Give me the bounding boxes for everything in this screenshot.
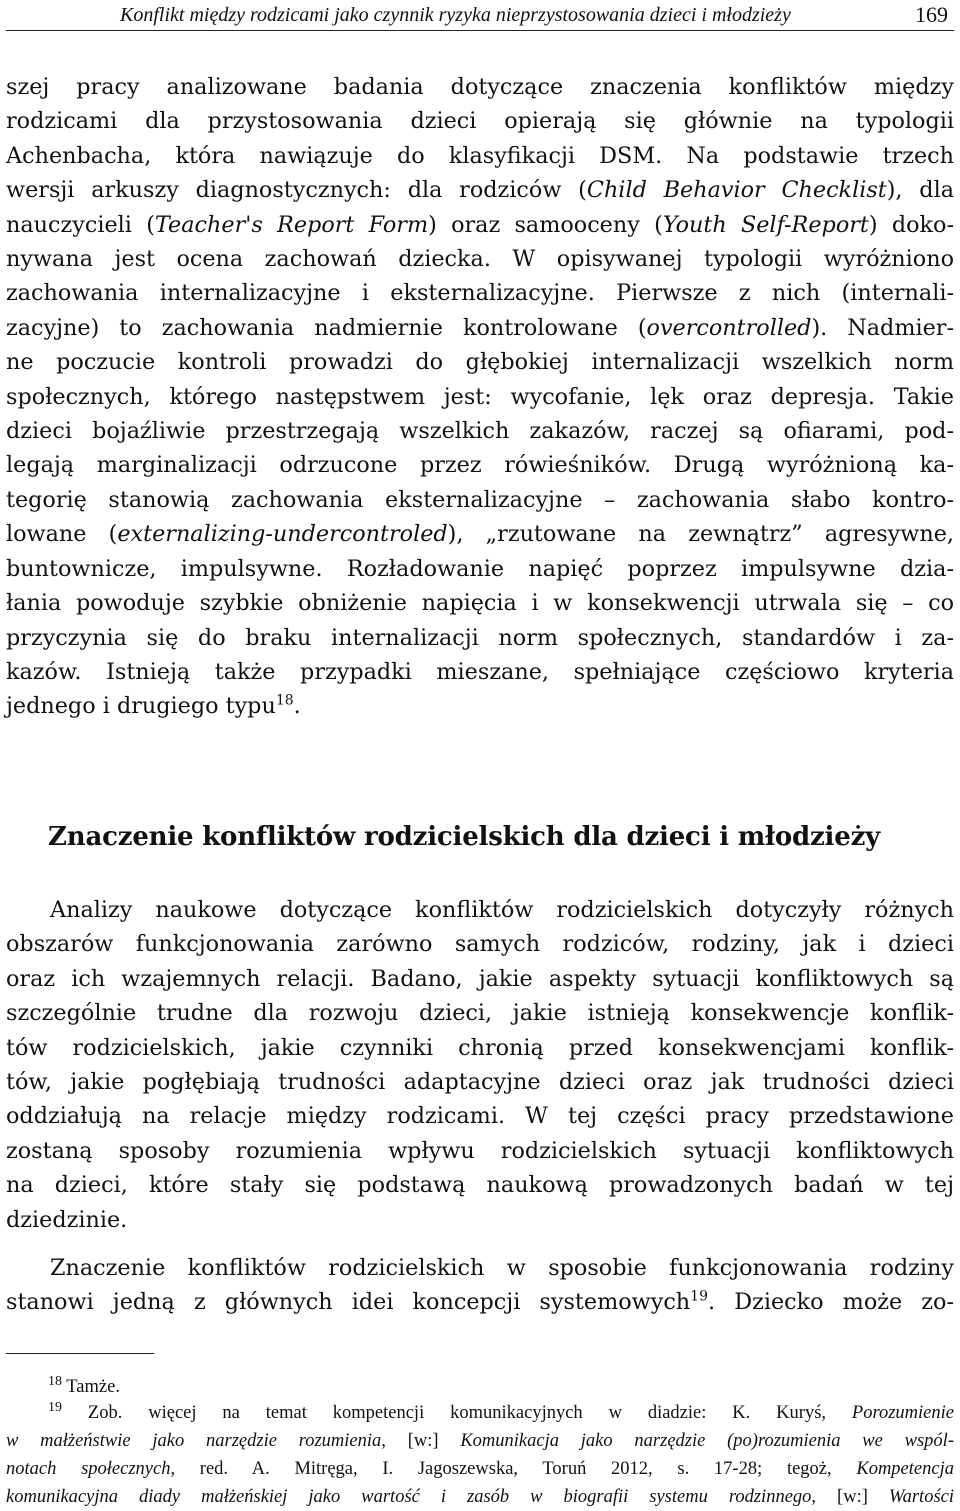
footnote-text: Tamże. xyxy=(66,1377,120,1397)
text-line: zachowania internalizacyjne i eksternalizacyjne. Pierwsze z nich (internali- xyxy=(6,280,954,307)
text-line: kazów. Istnieją także przypadki mieszane, spełniające częściowo kryteria xyxy=(6,658,954,685)
text-line xyxy=(6,1455,954,1483)
text-run: jednego i drugiego typu xyxy=(6,693,276,720)
footnote-19 xyxy=(6,1399,954,1511)
text-line: na dzieci, które stały się podstawą naukową prowadzonych badań w tej xyxy=(6,1172,954,1199)
italic-term: Porozumienie xyxy=(851,1403,954,1423)
italic-term: Komunikacja jako narzędzie (po)rozumienia we wspól- xyxy=(460,1431,954,1451)
text-line: nywana jest ocena zachowań dziecka. W opisywanej typologii wyróżniono xyxy=(6,246,954,273)
italic-term: Wartości xyxy=(888,1487,954,1507)
text-line: rodzicami dla przystosowania dzieci opierają się głównie na typologii xyxy=(6,108,954,135)
text-line: Znaczenie konfliktów rodzicielskich w sposobie funkcjonowania rodziny xyxy=(50,1255,954,1281)
text-run: wersji arkuszy diagnostycznych: dla rodziców ( xyxy=(6,177,587,204)
text-run: zacyjne) to zachowania nadmiernie kontrolowane ( xyxy=(6,314,647,341)
italic-term: Kompetencja xyxy=(856,1459,954,1479)
text-run: stanowi jedną z głównych idei koncepcji systemowych xyxy=(6,1289,691,1316)
footnote-ref-19[interactable]: 19 xyxy=(690,1288,708,1305)
italic-term: w małżeństwie jako narzędzie rozumienia, xyxy=(6,1431,386,1451)
text-line: łania powoduje szybkie obniżenie napięcia i w konsekwencji utrwala się – co xyxy=(6,590,954,617)
text-line: zostaną sposoby rozumienia wpływu rodzicielskich sytuacji konfliktowych xyxy=(6,1137,954,1164)
page-header xyxy=(6,2,954,31)
text-run: [w:] xyxy=(385,1431,461,1451)
text-line: dziedzinie. xyxy=(6,1206,128,1233)
text-run: ). Nadmier- xyxy=(811,314,954,341)
text-line xyxy=(6,1483,954,1511)
text-run: . xyxy=(293,693,301,720)
text-line: ne poczucie kontroli prowadzi do głębokiej internalizacji wszelkich norm xyxy=(6,349,954,376)
italic-term: overcontrolled xyxy=(646,314,812,341)
text-line: buntownicze, impulsywne. Rozładowanie napięć poprzez impulsywne dzia- xyxy=(6,555,954,582)
text-run: . Dziecko może zo- xyxy=(708,1289,954,1316)
text-line: tegorię stanowią zachowania eksternalizacyjne – zachowania słabo kontro- xyxy=(6,486,954,513)
text-line xyxy=(6,1373,954,1401)
text-line xyxy=(6,311,954,345)
text-run: ) doko- xyxy=(868,211,954,238)
section-title: Znaczenie konfliktów rodzicielskich dla dzieci i młodzieży xyxy=(48,822,881,852)
text-run: Zob. więcej na temat kompetencji komunikacyjnych w diadzie: K. Kuryś, xyxy=(87,1403,852,1423)
footnote-18 xyxy=(6,1373,954,1401)
text-run: lowane ( xyxy=(6,521,118,548)
text-line xyxy=(6,1399,954,1427)
page-number: 169 xyxy=(915,2,948,27)
text-run: ), „rzutowane na zewnątrz” agresywne, xyxy=(447,521,955,548)
text-line: szczególnie trudne dla rozwoju dzieci, jakie istnieją konsekwencje konflik- xyxy=(6,1000,954,1027)
text-line: Achenbacha, która nawiązuje do klasyfikacji DSM. Na podstawie trzech xyxy=(6,142,954,169)
text-line: szej pracy analizowane badania dotyczące znaczenia konfliktów między xyxy=(6,74,954,100)
text-line xyxy=(6,1285,954,1319)
text-line: tów rodzicielskich, jakie czynniki chronią przed konsekwencjami konflik- xyxy=(6,1034,954,1061)
text-line: oddziałują na relacje między rodzicami. W tej części pracy przedstawione xyxy=(6,1103,954,1130)
text-line: obszarów funkcjonowania zarówno samych rodziców, rodziny, jak i dzieci xyxy=(6,931,954,958)
italic-term: Youth Self-Report xyxy=(662,211,869,238)
footnote-number: 19 xyxy=(48,1399,62,1415)
text-line: legają marginalizacji odrzucone przez rówieśników. Drugą wyróżnioną ka- xyxy=(6,452,954,479)
text-line: tów, jakie pogłębiają trudności adaptacyjne dzieci oraz jak trudności dzieci xyxy=(6,1069,954,1096)
text-run: ) oraz samooceny ( xyxy=(428,211,663,238)
text-line xyxy=(6,1427,954,1455)
paragraph-typology xyxy=(6,70,954,724)
running-head: Konflikt między rodzicami jako czynnik ryzyka nieprzystosowania dzieci i młodzieży xyxy=(120,4,791,26)
text-line xyxy=(6,208,954,242)
text-run: nauczycieli ( xyxy=(6,211,155,238)
italic-term: externalizing-undercontroled xyxy=(117,521,448,548)
italic-term: notach społecznych xyxy=(6,1459,171,1479)
text-run: ), dla xyxy=(886,177,955,204)
paragraph-systemic xyxy=(6,1251,954,1320)
text-line: oraz ich wzajemnych relacji. Badano, jakie aspekty sytuacji konfliktowych są xyxy=(6,965,954,992)
text-line: Analizy naukowe dotyczące konfliktów rodzicielskich dotyczyły różnych xyxy=(50,897,954,923)
text-line xyxy=(6,173,954,207)
text-line xyxy=(6,517,954,551)
text-line xyxy=(6,689,954,723)
footnote-ref-18[interactable]: 18 xyxy=(275,692,294,709)
text-run: , red. A. Mitręga, I. Jagoszewska, Toruń 2012, s. 17-28; tegoż, xyxy=(170,1459,857,1479)
text-line: dzieci bojaźliwie przestrzegają wszelkich zakazów, raczej są ofiarami, pod- xyxy=(6,418,954,445)
paragraph-analyses xyxy=(6,893,954,1237)
italic-term: komunikacyjna diady małżeńskiej jako wartość i zasób w biografii systemu rodzinnego xyxy=(6,1487,812,1507)
footnote-number: 18 xyxy=(48,1373,62,1389)
italic-term: Teacher's Report Form xyxy=(154,211,429,238)
italic-term: Child Behavior Checklist xyxy=(586,177,887,204)
text-line: przyczynia się do braku internalizacji norm społecznych, standardów i za- xyxy=(6,624,954,651)
text-line: społecznych, którego następstwem jest: wycofanie, lęk oraz depresja. Takie xyxy=(6,383,954,410)
text-run: , [w:] xyxy=(811,1487,889,1507)
footnote-divider xyxy=(6,1353,154,1354)
